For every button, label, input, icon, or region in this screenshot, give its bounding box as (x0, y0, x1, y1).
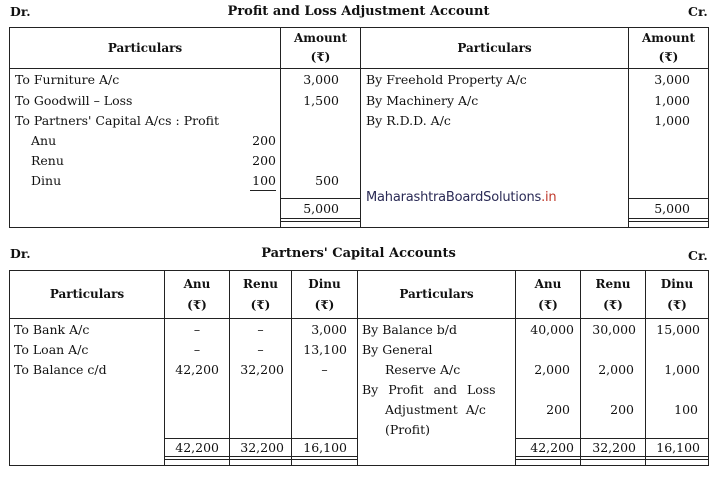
cap-debit-renu-header: Renu (242, 277, 279, 291)
cap-debit-dinu-rupee: (₹) (314, 298, 335, 312)
pl-credit-rupee-header: (₹) (658, 50, 679, 64)
cap-credit-label: By General (362, 342, 433, 357)
cap-debit-label: To Loan A/c (14, 342, 89, 357)
cap-total-debit-renu: 32,200 (240, 440, 284, 455)
cap-dr-label: Dr. (10, 246, 31, 261)
cap-credit-dinu: 100 (674, 402, 698, 417)
cap-credit-dinu: 15,000 (656, 322, 700, 337)
cap-credit-label: By Balance b/d (362, 322, 457, 337)
cap-credit-label: Reserve A/c (385, 362, 461, 377)
cap-credit-renu: 200 (610, 402, 634, 417)
cap-credit-anu-header: Anu (534, 277, 562, 291)
pl-sub-value: 200 (252, 153, 276, 168)
cap-credit-anu: 2,000 (534, 362, 570, 377)
cap-credit-anu-rupee: (₹) (538, 298, 558, 312)
cap-debit-renu: 32,200 (240, 362, 284, 377)
cap-debit-anu: – (193, 322, 201, 337)
cap-credit-label: Adjustment A/c (385, 402, 486, 417)
cap-credit-anu: 200 (546, 402, 570, 417)
pl-credit-amount-header: Amount (641, 31, 695, 45)
cap-debit-dinu: – (321, 362, 328, 377)
pl-sub-value: 200 (252, 133, 276, 148)
pl-title: Profit and Loss Adjustment Account (227, 4, 490, 19)
pl-total-credit: 5,000 (654, 201, 690, 216)
pl-total-debit: 5,000 (303, 201, 339, 216)
cap-total-credit-dinu: 16,100 (656, 440, 700, 455)
site-watermark: MaharashtraBoardSolutions.in (366, 190, 557, 205)
pl-dr-label: Dr. (10, 4, 31, 19)
cap-credit-label: By Profit and Loss (362, 382, 496, 397)
cap-credit-anu: 40,000 (530, 322, 574, 337)
pl-credit-label: By Machinery A/c (366, 93, 479, 108)
cap-credit-dinu-rupee: (₹) (667, 298, 687, 312)
pl-debit-rupee-header: (₹) (310, 50, 331, 64)
cap-credit-renu: 30,000 (592, 322, 636, 337)
pl-debit-amount: 1,500 (303, 93, 339, 108)
cap-credit-particulars-header: Particulars (399, 287, 474, 301)
pl-sub-label: Dinu (31, 173, 62, 188)
pl-profit-total: 500 (315, 173, 339, 188)
cap-debit-renu: – (257, 322, 264, 337)
cap-debit-dinu-header: Dinu (308, 277, 341, 291)
cap-total-credit-anu: 42,200 (530, 440, 574, 455)
pl-sub-value: 100 (252, 173, 276, 188)
cap-debit-anu: – (193, 342, 201, 357)
cap-debit-renu: – (257, 342, 264, 357)
cap-credit-renu-rupee: (₹) (603, 298, 623, 312)
cap-total-debit-dinu: 16,100 (303, 440, 347, 455)
cap-cr-label: Cr. (688, 248, 708, 263)
cap-credit-renu-header: Renu (595, 277, 631, 291)
cap-title: Partners' Capital Accounts (261, 246, 456, 261)
cap-credit-renu: 2,000 (598, 362, 634, 377)
pl-debit-label: To Goodwill – Loss (15, 93, 133, 108)
cap-credit-label: (Profit) (385, 422, 431, 437)
cap-debit-dinu: 3,000 (311, 322, 347, 337)
pl-credit-amount: 1,000 (654, 113, 690, 128)
pl-debit-label: To Furniture A/c (15, 72, 120, 87)
pl-sub-label: Anu (31, 133, 57, 148)
pl-credit-particulars-header: Particulars (457, 41, 532, 55)
cap-total-credit-renu: 32,200 (592, 440, 636, 455)
cap-debit-particulars-header: Particulars (49, 287, 125, 301)
cap-total-debit-anu: 42,200 (175, 440, 219, 455)
pl-credit-amount: 1,000 (654, 93, 690, 108)
pl-sub-label: Renu (31, 153, 64, 168)
pl-credit-label: By R.D.D. A/c (366, 113, 451, 128)
pl-debit-label: To Partners' Capital A/cs : Profit (15, 113, 219, 128)
cap-debit-anu: 42,200 (175, 362, 219, 377)
cap-debit-anu-rupee: (₹) (187, 298, 207, 312)
pl-debit-amount: 3,000 (303, 72, 339, 87)
pl-credit-label: By Freehold Property A/c (366, 72, 527, 87)
cap-credit-dinu: 1,000 (664, 362, 700, 377)
pl-credit-amount: 3,000 (654, 72, 690, 87)
pl-debit-particulars-header: Particulars (107, 41, 183, 55)
cap-debit-anu-header: Anu (183, 277, 211, 291)
cap-debit-label: To Bank A/c (14, 322, 90, 337)
cap-debit-label: To Balance c/d (14, 362, 107, 377)
cap-credit-dinu-header: Dinu (660, 277, 694, 291)
pl-debit-amount-header: Amount (293, 31, 347, 45)
cap-debit-renu-rupee: (₹) (250, 298, 271, 312)
cap-debit-dinu: 13,100 (303, 342, 347, 357)
pl-cr-label: Cr. (688, 4, 708, 19)
